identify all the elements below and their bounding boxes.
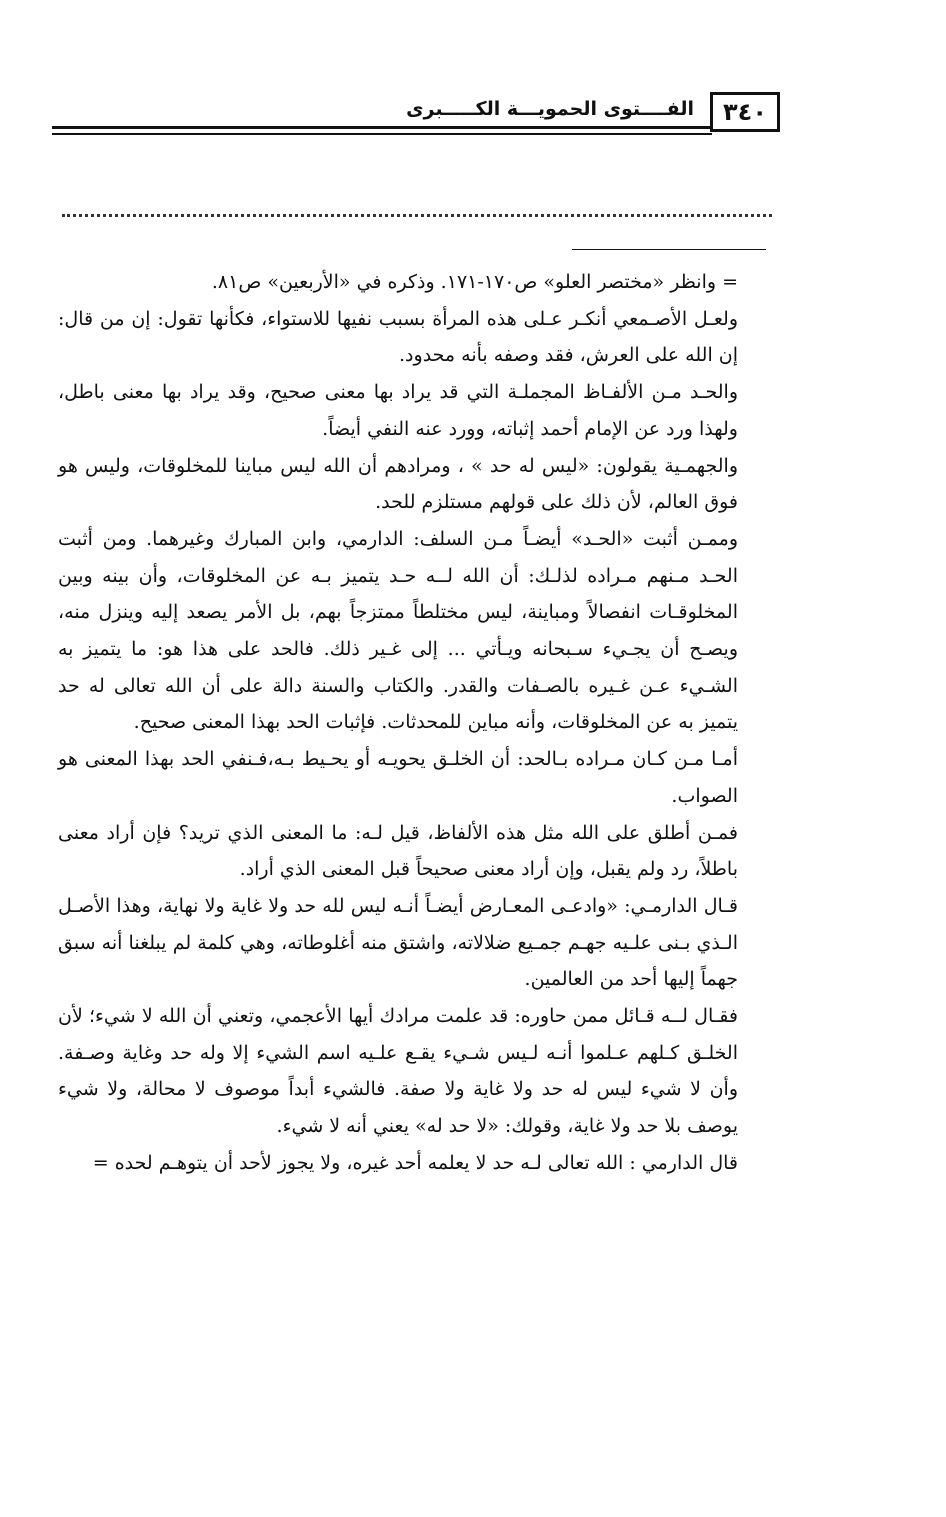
running-title: الفــــتوى الحمويـــة الكـــــبرى bbox=[406, 98, 694, 120]
footnote-paragraph: والحـد مـن الألفـاظ المجملـة التي قد يراد بها معنى صحيح، وقد يراد بها معنى باطل، ولهذا ورد عن الإمام أحمد إثباته، وورد عنه النفي أيضاً. bbox=[58, 381, 738, 440]
footnote-paragraph: فقـال لــه قـائل ممن حاوره: قد علمت مرادك أيها الأعجمي، وتعني أن الله لا شيء؛ لأن الخلـق كـلهم عـلموا أنـه لـيس شـيء يقـع علـيه اسم الشيء إلا وله حد وغاية وصـفة. وأن لا شيء ليس له حد ولا غاية ولا صفة. فالشيء أبداً موصوف لا محالة، ولا شيء يوصف بلا حد ولا غاية، وقولك: «لا حد له» يعني أنه لا شيء. bbox=[58, 1005, 738, 1138]
footnote-paragraph: والجهمـية يقولون: «ليس له حد » ، ومرادهم أن الله ليس مباينا للمخلوقات، وليس هو فوق العالم، لأن ذلك على قولهم مستلزم للحد. bbox=[58, 454, 738, 514]
footnote-paragraph: فمـن أطلق على الله مثل هذه الألفاظ، قيل لـه: ما المعنى الذي تريد؟ فإن أراد معنى باطلاً، رد ولم يقبل، وإن أراد معنى صحيحاً قبل المعنى الذي أراد. bbox=[58, 821, 738, 881]
footnote-paragraph: أمـا مـن كـان مـراده بـالحد: أن الخلـق يحويـه أو يحـيط بـه،فـنفي الحد بهذا المعنى هو الصواب. bbox=[58, 748, 738, 807]
footnote-paragraph: وممـن أثبت «الحـد» أيضـاً مـن السلف: الدارمي، وابن المبارك وغيرهما. ومن أثبت الحـد مـنهم مـراده لذلـك: أن الله لــه حـد يتميز بـه عن المخلوقات، وأن بينه وبين المخلوقـات انفصالاً ومباينة، ليس مختلطاً ممتزجاً بهم، بل الأمر يصعد إليه وينزل منه، ويصـح أن يجـيء سـبحانه ويـأتي ... إلى غـير ذلك. فالحد على هذا هو: ما يتميز به الشـيء عـن غـيره بالصـفات والقدر. والكتاب والسنة دالة على أن الله تعالى له حد يتميز به عن المخلوقات، وأنه مباين للمحدثات. فإثبات الحد بهذا المعنى صحيح. bbox=[58, 527, 738, 734]
footnote-paragraph: ولعـل الأصـمعي أنكـر عـلى هذه المرأة بسبب نفيها للاستواء، فكأنها تقول: إن من قال: إن الله على العرش، فقد وصفه بأنه محدود. bbox=[58, 307, 738, 367]
footnote-paragraph: = وانظر «مختصر العلو» ص١٧٠-١٧١. وذكره في «الأربعين» ص٨١. bbox=[211, 271, 738, 293]
footnote-rule bbox=[572, 249, 766, 250]
page-header bbox=[52, 92, 780, 142]
footnote-text bbox=[58, 264, 738, 1182]
header-double-rule bbox=[52, 126, 712, 135]
dotted-separator bbox=[62, 214, 772, 217]
footnote-paragraph: قـال الدارمـي: «وادعـى المعـارض أيضـاً أنـه ليس لله حد ولا غاية ولا نهاية، وهذا الأصـل الـذي بـنى علـيه جهـم جمـيع ضلالاته، واشتق منه أغلوطاته، وهي كلمة لم يبلغنا أنه سبق جهماً إليها أحد من العالمين. bbox=[58, 894, 738, 991]
footnote-paragraph: قال الدارمي : الله تعالى لـه حد لا يعلمه أحد غيره، ولا يجوز لأحد أن يتوهـم لحده = bbox=[92, 1151, 738, 1174]
page-number: ٣٤٠ bbox=[710, 92, 780, 132]
